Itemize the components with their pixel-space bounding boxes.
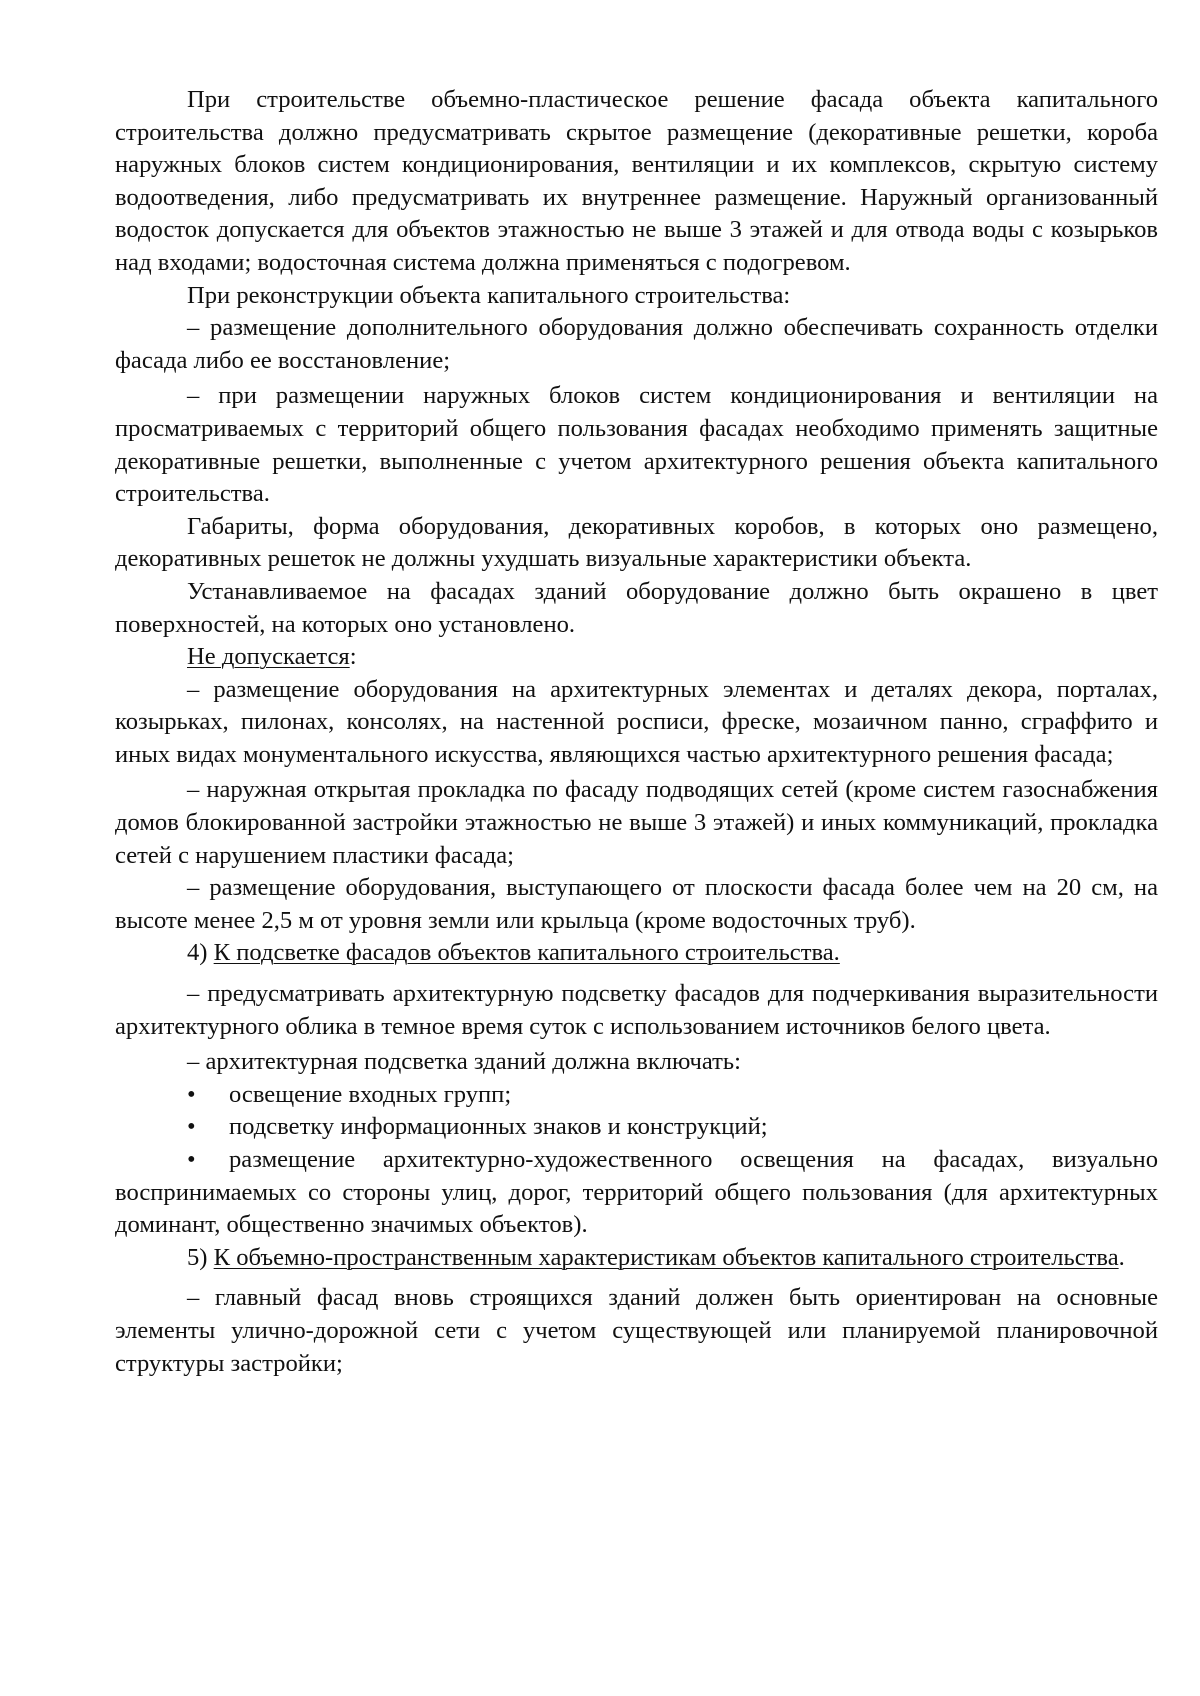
- section-number-4: 4): [187, 939, 214, 967]
- paragraph-equipment-placement: – размещение дополнительного оборудования должно обеспечивать сохранность отделки фасада либо ее восстановление;: [115, 314, 1158, 374]
- paragraph-dimensions: Габариты, форма оборудования, декоративных коробов, в которых оно размещено, декоративных решеток не должны ухудшать визуальные характеристики объекта.: [115, 512, 1158, 573]
- section-heading-volume: [115, 1242, 1158, 1275]
- not-allowed-heading: Не допускается: [187, 643, 350, 671]
- section-title-period: .: [1118, 1243, 1125, 1271]
- paragraph-decor-elements: – размещение оборудования на архитектурных элементах и деталях декора, порталах, козырьках, пилонах, консолях, на настенной росписи, фреске, мозаичном панно, сграффито и иных видах монументального искусства, являющихся частью архитектурного решения фасада;: [115, 675, 1158, 768]
- section-title-volume: К объемно-пространственным характеристикам объектов капитального строительства: [213, 1243, 1119, 1271]
- bullet-icon: •: [187, 1146, 196, 1173]
- bullet-item: [115, 1079, 1158, 1112]
- document-page: [115, 84, 1158, 1380]
- bullet-text: размещение архитектурно-художественного освещения на фасадах, визуально воспринимаемых со стороны улиц, дорог, территорий общего пользования (для архитектурных доминант, общественно значимых объектов).: [115, 1146, 1158, 1239]
- section-heading-lighting: [115, 937, 1158, 970]
- section-title-lighting: К подсветке фасадов объектов капитального строительства.: [213, 939, 840, 967]
- bullet-item: [115, 1111, 1158, 1144]
- bullet-text: подсветку информационных знаков и конструкций;: [229, 1113, 768, 1141]
- paragraph-construction: При строительстве объемно-пластическое решение фасада объекта капитального строительства должно предусматривать скрытое размещение (декоративные решетки, короба наружных блоков систем кондиционирования, вентиляции и их комплексов, скрытую систему водоотведения, либо предусматривать их внутреннее размещение. Наружный организованный водосток допускается для объектов этажностью не выше 3 этажей и для отвода воды с козырьков над входами; водосточная система должна применяться с подогревом.: [115, 86, 1158, 276]
- bullet-icon: •: [187, 1080, 196, 1108]
- section-number-5: 5): [187, 1243, 214, 1271]
- paragraph-main-facade: – главный фасад вновь строящихся зданий должен быть ориентирован на основные элементы улично-дорожной сети с учетом существующей или планируемой планировочной структуры застройки;: [115, 1284, 1158, 1377]
- paragraph-architectural-lighting: – предусматривать архитектурную подсветку фасадов для подчеркивания выразительности архитектурного облика в темное время суток с использованием источников белого цвета.: [115, 980, 1158, 1040]
- paragraph-outdoor-units: – при размещении наружных блоков систем кондиционирования и вентиляции на просматриваемых с территорий общего пользования фасадах необходимо применять защитные декоративные решетки, выполненные с учетом архитектурного решения объекта капитального строительства.: [115, 382, 1158, 508]
- bullet-text: освещение входных групп;: [229, 1080, 512, 1108]
- paragraph-not-allowed: [115, 641, 1158, 674]
- paragraph-protruding-equipment: – размещение оборудования, выступающего от плоскости фасада более чем на 20 см, на высоте менее 2,5 м от уровня земли или крыльца (кроме водосточных труб).: [115, 874, 1158, 934]
- paragraph-equipment-color: Устанавливаемое на фасадах зданий оборудование должно быть окрашено в цвет поверхностей, на которых оно установлено.: [115, 577, 1158, 638]
- paragraph-open-networks: – наружная открытая прокладка по фасаду подводящих сетей (кроме систем газоснабжения домов блокированной застройки этажностью не выше 3 этажей) и иных коммуникаций, прокладка сетей с нарушением пластики фасада;: [115, 776, 1158, 869]
- paragraph-lighting-includes: – архитектурная подсветка зданий должна включать:: [187, 1048, 741, 1076]
- bullet-item: [115, 1144, 1158, 1242]
- bullet-icon: •: [187, 1113, 196, 1141]
- not-allowed-colon: :: [349, 643, 357, 671]
- paragraph-reconstruction: При реконструкции объекта капитального строительства:: [187, 281, 791, 309]
